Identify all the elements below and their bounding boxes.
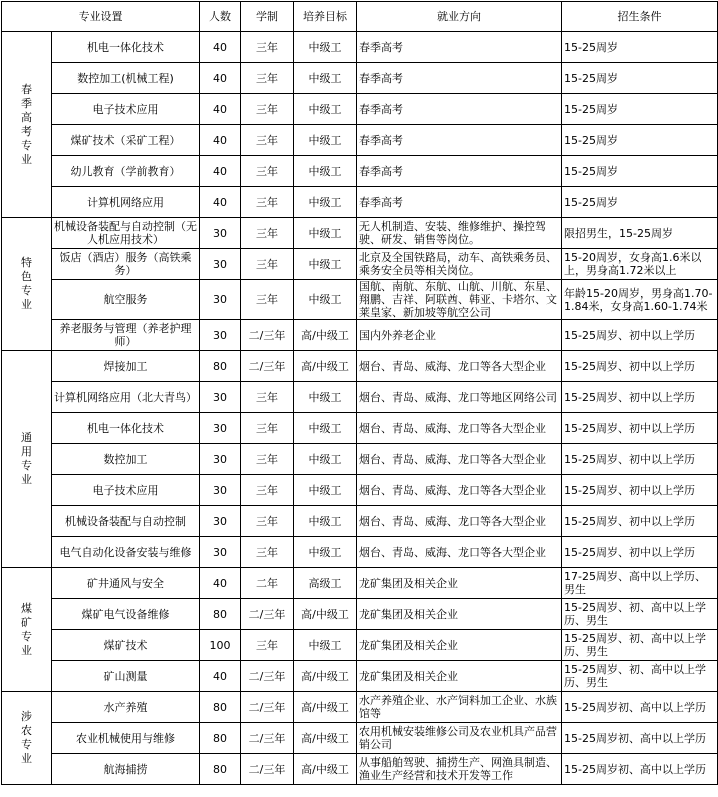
career-cell: 无人机制造、安装、维修维护、操控驾驶、研发、销售等岗位。 (357, 218, 562, 249)
table-row (2, 630, 718, 661)
category-label: 特色专业 (21, 256, 32, 311)
category-label: 春季高考专业 (21, 82, 32, 166)
career-cell: 龙矿集团及相关企业 (357, 661, 562, 692)
count-cell: 40 (200, 156, 241, 187)
years-cell: 二/三年 (241, 723, 294, 754)
table-row (2, 280, 718, 320)
table-row (2, 156, 718, 187)
major-cell: 农业机械使用与维修 (52, 723, 200, 754)
career-cell: 烟台、青岛、威海、龙口等地区网络公司 (357, 382, 562, 413)
count-cell: 40 (200, 125, 241, 156)
major-cell: 航空服务 (52, 280, 200, 320)
requirements-cell: 15-25周岁 (562, 63, 718, 94)
count-cell: 80 (200, 723, 241, 754)
goal-cell: 中级工 (294, 249, 357, 280)
requirements-cell: 15-20周岁，女身高1.6米以上，男身高1.72米以上 (562, 249, 718, 280)
header-years: 学制 (241, 2, 294, 32)
years-cell: 三年 (241, 156, 294, 187)
count-cell: 40 (200, 63, 241, 94)
category-cell (2, 568, 52, 692)
requirements-cell: 15-25周岁 (562, 94, 718, 125)
requirements-cell: 限招男生，15-25周岁 (562, 218, 718, 249)
count-cell: 80 (200, 351, 241, 382)
career-cell: 春季高考 (357, 156, 562, 187)
years-cell: 三年 (241, 187, 294, 218)
career-cell: 从事船舶驾驶、捕捞生产、网渔具制造、渔业生产经营和技术开发等工作 (357, 754, 562, 785)
goal-cell: 中级工 (294, 413, 357, 444)
major-cell: 电子技术应用 (52, 475, 200, 506)
category-cell (2, 692, 52, 785)
count-cell: 40 (200, 32, 241, 63)
years-cell: 三年 (241, 125, 294, 156)
table-row (2, 94, 718, 125)
enrollment-table (1, 1, 718, 785)
years-cell: 三年 (241, 537, 294, 568)
career-cell: 烟台、青岛、威海、龙口等各大型企业 (357, 475, 562, 506)
count-cell: 30 (200, 249, 241, 280)
years-cell: 二/三年 (241, 599, 294, 630)
years-cell: 二/三年 (241, 320, 294, 351)
goal-cell: 高级工 (294, 568, 357, 599)
career-cell: 烟台、青岛、威海、龙口等各大型企业 (357, 444, 562, 475)
table-row (2, 475, 718, 506)
category-label: 通用专业 (21, 431, 32, 486)
career-cell: 烟台、青岛、威海、龙口等各大型企业 (357, 537, 562, 568)
career-cell: 龙矿集团及相关企业 (357, 630, 562, 661)
goal-cell: 中级工 (294, 218, 357, 249)
major-cell: 煤矿电气设备维修 (52, 599, 200, 630)
count-cell: 40 (200, 94, 241, 125)
requirements-cell: 15-25周岁 (562, 187, 718, 218)
career-cell: 水产养殖企业、水产饲料加工企业、水族馆等 (357, 692, 562, 723)
goal-cell: 中级工 (294, 125, 357, 156)
table-row (2, 125, 718, 156)
major-cell: 电子技术应用 (52, 94, 200, 125)
years-cell: 三年 (241, 32, 294, 63)
years-cell: 三年 (241, 630, 294, 661)
requirements-cell: 15-25周岁、初中以上学历 (562, 413, 718, 444)
table-row (2, 754, 718, 785)
header-row (2, 2, 718, 32)
years-cell: 三年 (241, 475, 294, 506)
count-cell: 30 (200, 506, 241, 537)
count-cell: 40 (200, 568, 241, 599)
major-cell: 养老服务与管理（养老护理师） (52, 320, 200, 351)
requirements-cell: 年龄15-20周岁，男身高1.70-1.84米，女身高1.60-1.74米 (562, 280, 718, 320)
count-cell: 100 (200, 630, 241, 661)
goal-cell: 中级工 (294, 280, 357, 320)
requirements-cell: 15-25周岁、初中以上学历 (562, 351, 718, 382)
major-cell: 饭店（酒店）服务（高铁乘务） (52, 249, 200, 280)
category-cell (2, 218, 52, 351)
count-cell: 30 (200, 320, 241, 351)
goal-cell: 中级工 (294, 32, 357, 63)
table-row (2, 413, 718, 444)
count-cell: 30 (200, 537, 241, 568)
table-row (2, 692, 718, 723)
years-cell: 三年 (241, 413, 294, 444)
years-cell: 二/三年 (241, 754, 294, 785)
header-major: 专业设置 (2, 2, 200, 32)
goal-cell: 高/中级工 (294, 723, 357, 754)
major-cell: 机械设备装配与自动控制（无人机应用技术） (52, 218, 200, 249)
years-cell: 三年 (241, 63, 294, 94)
major-cell: 煤矿技术（采矿工程） (52, 125, 200, 156)
major-cell: 焊接加工 (52, 351, 200, 382)
requirements-cell: 15-25周岁、初中以上学历 (562, 320, 718, 351)
years-cell: 三年 (241, 94, 294, 125)
career-cell: 春季高考 (357, 63, 562, 94)
count-cell: 30 (200, 382, 241, 413)
goal-cell: 高/中级工 (294, 754, 357, 785)
requirements-cell: 15-25周岁初、高中以上学历 (562, 692, 718, 723)
count-cell: 30 (200, 444, 241, 475)
goal-cell: 高/中级工 (294, 661, 357, 692)
requirements-cell: 15-25周岁、初中以上学历 (562, 537, 718, 568)
count-cell: 80 (200, 754, 241, 785)
requirements-cell: 15-25周岁、初中以上学历 (562, 475, 718, 506)
career-cell: 春季高考 (357, 187, 562, 218)
count-cell: 30 (200, 218, 241, 249)
count-cell: 80 (200, 692, 241, 723)
career-cell: 烟台、青岛、威海、龙口等各大型企业 (357, 413, 562, 444)
goal-cell: 高/中级工 (294, 320, 357, 351)
count-cell: 80 (200, 599, 241, 630)
career-cell: 龙矿集团及相关企业 (357, 568, 562, 599)
table-row (2, 444, 718, 475)
goal-cell: 高/中级工 (294, 599, 357, 630)
header-requirements: 招生条件 (562, 2, 718, 32)
count-cell: 40 (200, 187, 241, 218)
table-row (2, 661, 718, 692)
career-cell: 龙矿集团及相关企业 (357, 599, 562, 630)
count-cell: 30 (200, 280, 241, 320)
goal-cell: 高/中级工 (294, 692, 357, 723)
requirements-cell: 15-25周岁、初中以上学历 (562, 506, 718, 537)
goal-cell: 中级工 (294, 382, 357, 413)
table-row (2, 599, 718, 630)
table-row (2, 506, 718, 537)
requirements-cell: 17-25周岁、高中以上学历、男生 (562, 568, 718, 599)
goal-cell: 中级工 (294, 94, 357, 125)
major-cell: 数控加工 (52, 444, 200, 475)
major-cell: 煤矿技术 (52, 630, 200, 661)
goal-cell: 中级工 (294, 630, 357, 661)
count-cell: 30 (200, 475, 241, 506)
count-cell: 30 (200, 413, 241, 444)
years-cell: 三年 (241, 280, 294, 320)
requirements-cell: 15-25周岁、初、高中以上学历、男生 (562, 661, 718, 692)
career-cell: 春季高考 (357, 125, 562, 156)
requirements-cell: 15-25周岁、初、高中以上学历、男生 (562, 599, 718, 630)
years-cell: 二/三年 (241, 661, 294, 692)
major-cell: 航海捕捞 (52, 754, 200, 785)
header-count: 人数 (200, 2, 241, 32)
table-row (2, 568, 718, 599)
years-cell: 二/三年 (241, 692, 294, 723)
goal-cell: 中级工 (294, 506, 357, 537)
count-cell: 40 (200, 661, 241, 692)
table-row (2, 537, 718, 568)
years-cell: 三年 (241, 249, 294, 280)
years-cell: 三年 (241, 382, 294, 413)
table-row (2, 249, 718, 280)
major-cell: 计算机网络应用 (52, 187, 200, 218)
career-cell: 烟台、青岛、威海、龙口等各大型企业 (357, 506, 562, 537)
goal-cell: 中级工 (294, 537, 357, 568)
goal-cell: 中级工 (294, 475, 357, 506)
major-cell: 水产养殖 (52, 692, 200, 723)
requirements-cell: 15-25周岁初、高中以上学历 (562, 754, 718, 785)
table-row (2, 382, 718, 413)
requirements-cell: 15-25周岁、初中以上学历 (562, 444, 718, 475)
major-cell: 机电一体化技术 (52, 32, 200, 63)
major-cell: 矿山测量 (52, 661, 200, 692)
career-cell: 北京及全国铁路局，动车、高铁乘务员、乘务安全员等相关岗位。 (357, 249, 562, 280)
major-cell: 机械设备装配与自动控制 (52, 506, 200, 537)
requirements-cell: 15-25周岁 (562, 156, 718, 187)
table-row (2, 320, 718, 351)
table-body (2, 32, 718, 785)
table-row (2, 351, 718, 382)
table-row (2, 723, 718, 754)
requirements-cell: 15-25周岁、初中以上学历 (562, 382, 718, 413)
category-cell (2, 351, 52, 568)
major-cell: 机电一体化技术 (52, 413, 200, 444)
major-cell: 计算机网络应用（北大青鸟） (52, 382, 200, 413)
years-cell: 二/三年 (241, 351, 294, 382)
requirements-cell: 15-25周岁、初、高中以上学历、男生 (562, 630, 718, 661)
table-row (2, 63, 718, 94)
years-cell: 三年 (241, 506, 294, 537)
major-cell: 数控加工(机械工程) (52, 63, 200, 94)
header-goal: 培养目标 (294, 2, 357, 32)
header-career: 就业方向 (357, 2, 562, 32)
goal-cell: 中级工 (294, 187, 357, 218)
career-cell: 春季高考 (357, 94, 562, 125)
career-cell: 烟台、青岛、威海、龙口等各大型企业 (357, 351, 562, 382)
goal-cell: 中级工 (294, 444, 357, 475)
table-row (2, 218, 718, 249)
table-row (2, 187, 718, 218)
goal-cell: 中级工 (294, 156, 357, 187)
goal-cell: 中级工 (294, 63, 357, 94)
major-cell: 电气自动化设备安装与维修 (52, 537, 200, 568)
career-cell: 农用机械安装维修公司及农业机具产品营销公司 (357, 723, 562, 754)
career-cell: 国内外养老企业 (357, 320, 562, 351)
career-cell: 春季高考 (357, 32, 562, 63)
category-label: 煤矿专业 (21, 601, 32, 657)
table-row (2, 32, 718, 63)
career-cell: 国航、南航、东航、山航、川航、东星、翔鹏、吉祥、阿联酋、韩亚、卡塔尔、文莱皇家、新加坡等航空公司 (357, 280, 562, 320)
category-label: 涉农专业 (21, 710, 32, 765)
requirements-cell: 15-25周岁 (562, 125, 718, 156)
category-cell (2, 32, 52, 218)
requirements-cell: 15-25周岁 (562, 32, 718, 63)
years-cell: 三年 (241, 444, 294, 475)
years-cell: 三年 (241, 218, 294, 249)
years-cell: 二年 (241, 568, 294, 599)
major-cell: 矿井通风与安全 (52, 568, 200, 599)
requirements-cell: 15-25周岁初、高中以上学历 (562, 723, 718, 754)
goal-cell: 高/中级工 (294, 351, 357, 382)
major-cell: 幼儿教育（学前教育） (52, 156, 200, 187)
